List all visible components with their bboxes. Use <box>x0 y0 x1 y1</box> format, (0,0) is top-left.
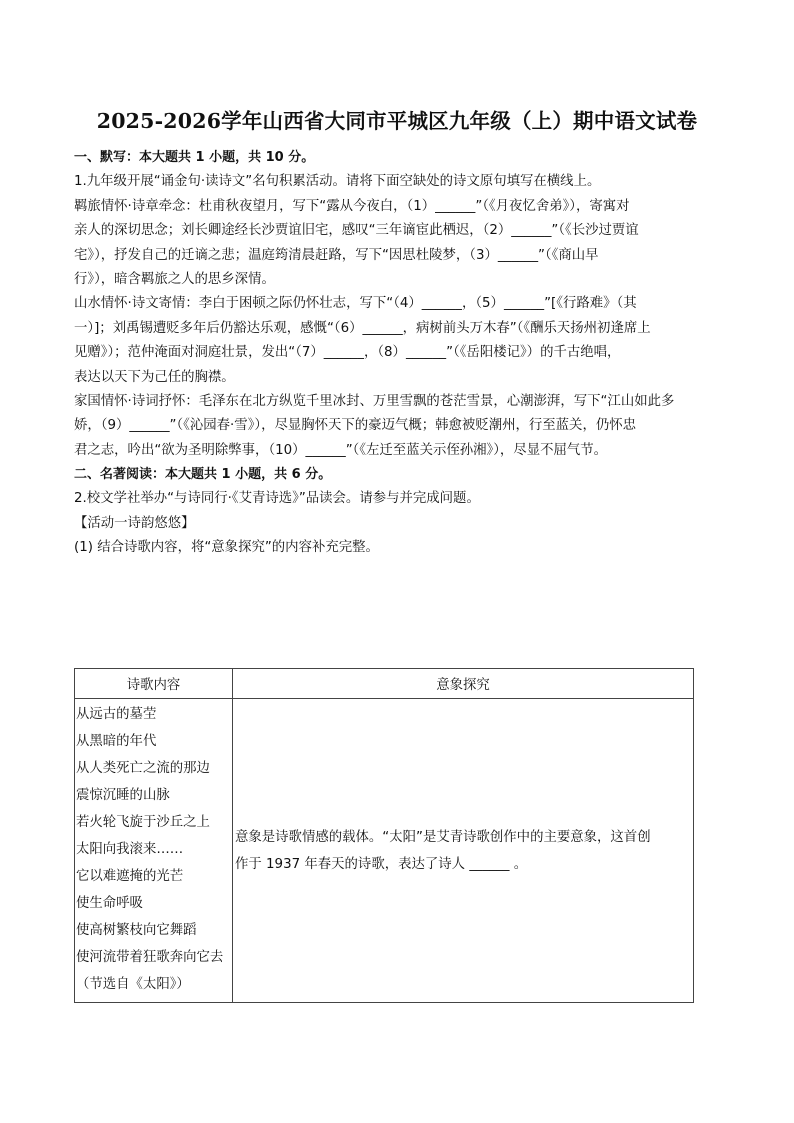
q1-p1-line: 羁旅情怀·诗章牵念：杜甫秋夜望月，写下“露从今夜白，（1）______”（《月夜忆舍弟》），寄寓对 <box>74 198 630 214</box>
exam-content <box>74 146 700 561</box>
analysis-line: 意象是诗歌情感的载体。“太阳”是艾青诗歌创作中的主要意象，这首创 <box>235 829 651 845</box>
q1-p2-line: 表达以天下为己任的胸襟。 <box>74 369 235 385</box>
poem-line: 使生命呼吸 <box>76 896 143 911</box>
q1-p3-line: 娇，（9）______”（《沁园春·雪》），尽显胸怀天下的豪迈气概；韩愈被贬潮州，行至蓝关，仍怀忠 <box>74 418 637 434</box>
imagery-analysis-cell <box>233 699 694 1003</box>
q1-p1-line: 行》），暗含羁旅之人的思乡深情。 <box>74 271 275 287</box>
page-title: 2025-2026学年山西省大同市平城区九年级（上）期中语文试卷 <box>96 109 698 133</box>
q2-sub1: (1) 结合诗歌内容，将“意象探究”的内容补充完整。 <box>74 540 379 556</box>
activity-heading: 【活动一诗韵悠悠】 <box>74 515 195 531</box>
q1-p2-line: 见赠》）；范仲淹面对洞庭壮景，发出“（7）______，（8）______”（《岳阳楼记》）的千古绝唱， <box>74 345 621 361</box>
poem-line: 使河流带着狂歌奔向它去 <box>76 950 224 965</box>
q1-intro: 1.九年级开展“诵金句·读诗文”名句积累活动。请将下面空缺处的诗文原句填写在横线上。 <box>74 174 601 190</box>
poem-content-cell <box>75 699 233 1003</box>
poem-line: 从人类死亡之流的那边 <box>76 761 210 776</box>
poem-line: 它以难遮掩的光芒 <box>76 869 184 884</box>
analysis-line: 作于 1937 年春天的诗歌，表达了诗人 ______ 。 <box>235 856 528 872</box>
poem-line: 使高树繁枝向它舞蹈 <box>76 923 197 938</box>
q1-p3-line: 家国情怀·诗词抒怀：毛泽东在北方纵览千里冰封、万里雪飘的苍茫雪景，心潮澎湃，写下“江山如此多 <box>74 393 675 409</box>
q2-intro: 2.校文学社举办“与诗同行·《艾青诗选》”品读会。请参与并完成问题。 <box>74 491 480 507</box>
table-header-imagery: 意象探究 <box>233 669 694 699</box>
section1-heading: 一、默写：本大题共 1 小题，共 10 分。 <box>74 150 315 165</box>
q1-p2-line: 山水情怀·诗文寄情：李白于困顿之际仍怀壮志，写下“（4）______，（5）______”[《行路难》（其 <box>74 296 637 312</box>
poem-line: 从黑暗的年代 <box>76 734 157 749</box>
imagery-table <box>74 668 694 1003</box>
section2-heading: 二、名著阅读：本大题共 1 小题，共 6 分。 <box>74 467 332 483</box>
table-header-poem: 诗歌内容 <box>75 669 233 699</box>
poem-source: （节选自《太阳》） <box>76 977 190 992</box>
q1-p1-line: 宅》），抒发自己的迁谪之悲；温庭筠清晨赶路，写下“因思杜陵梦，（3）______”（《商山早 <box>74 247 599 263</box>
q1-p1-line: 亲人的深切思念；刘长卿途经长沙贾谊旧宅，感叹“三年谪宦此栖迟，（2）______”（《长沙过贾谊 <box>74 223 639 239</box>
q1-p3-line: 君之志，吟出“欲为圣明除弊事，（10）______”（《左迁至蓝关示侄孙湘》），尽显不屈气节。 <box>74 442 608 458</box>
poem-line: 震惊沉睡的山脉 <box>76 788 170 803</box>
q1-p2-line: 一）]；刘禹锡遭贬多年后仍豁达乐观，感慨“（6）______，病树前头万木春”（《酬乐天扬州初逢席上 <box>74 320 651 336</box>
poem-line: 太阳向我滚来…… <box>76 842 184 857</box>
poem-line: 从远古的墓茔 <box>76 707 157 722</box>
poem-line: 若火轮飞旋于沙丘之上 <box>76 815 210 830</box>
